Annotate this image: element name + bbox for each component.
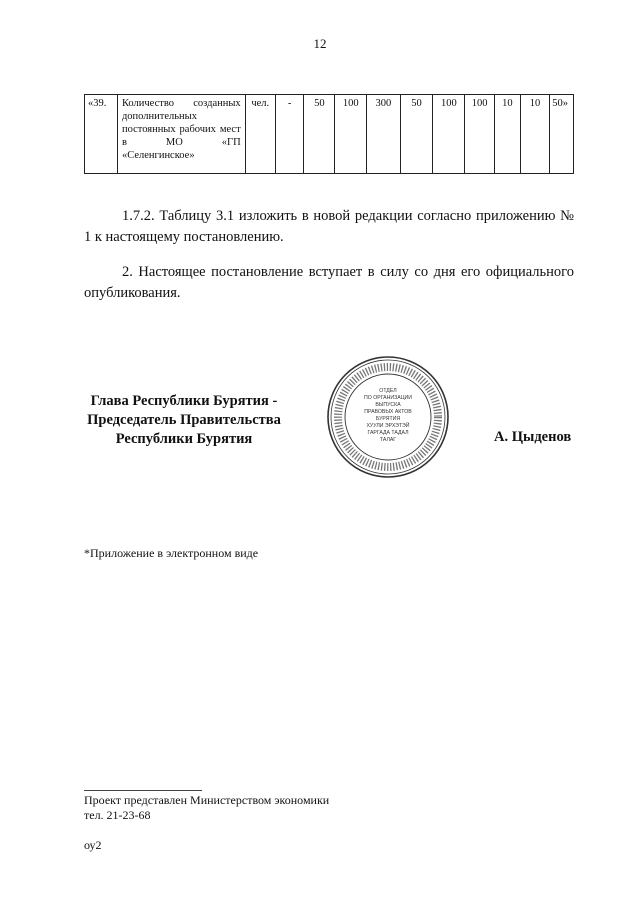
signer-name: А. Цыденов	[494, 429, 572, 445]
seal-text-line: ВЫПУСКА	[375, 402, 401, 408]
paragraph-2: 2. Настоящее постановление вступает в силу со дня его официального опубликования.	[84, 264, 574, 301]
seal-text-line: ПРАВОВЫХ АКТОВ	[364, 409, 412, 415]
indicator-name: Количество созданных дополнительных постоянных рабочих мест в МО «ГП «Селенгинское»	[117, 95, 245, 174]
document-code: оу2	[84, 838, 102, 852]
seal-text-line: ОТДЕЛ	[379, 388, 397, 394]
value-cell: 100	[433, 95, 465, 174]
unit-cell: чел.	[245, 95, 275, 174]
signature-title-line: Республики Бурятия	[115, 431, 253, 447]
attachment-note: *Приложение в электронном виде	[84, 546, 259, 560]
paragraph-1-7-2: 1.7.2. Таблицу 3.1 изложить в новой редакции согласно приложению № 1 к настоящему постановлению.	[84, 208, 574, 245]
seal-text-line: БУРЯТИЯ	[375, 416, 401, 422]
seal-text-line: ПО ОРГАНИЗАЦИИ	[364, 395, 412, 401]
seal-text-line: ТАЛАГ	[379, 437, 397, 443]
seal-icon	[326, 355, 450, 479]
row-number: «39.	[85, 95, 118, 174]
signature-title	[84, 392, 284, 449]
value-cell: 100	[335, 95, 367, 174]
value-cell: 10	[495, 95, 521, 174]
seal-text-line: ГАРГАДА ТАДАЛ	[367, 430, 409, 436]
value-cell: 50	[400, 95, 433, 174]
footnote-divider	[84, 790, 202, 791]
signature-title-line: Глава Республики Бурятия -	[90, 393, 278, 409]
footnote	[84, 793, 329, 823]
seal-text-line: ХУУЛИ ЭРХЭТЭЙ	[366, 423, 410, 429]
value-cell: 50	[304, 95, 335, 174]
footnote-phone-line: тел. 21-23-68	[84, 808, 151, 822]
value-cell-last: 50»	[550, 95, 574, 174]
value-cell: 300	[367, 95, 400, 174]
value-cell: 100	[465, 95, 495, 174]
value-cell: -	[275, 95, 304, 174]
official-seal-stamp	[326, 355, 450, 479]
signature-title-line: Председатель Правительства	[87, 412, 281, 428]
value-cell: 10	[520, 95, 549, 174]
footnote-project-line: Проект представлен Министерством экономики	[84, 793, 330, 807]
page-number: 12	[313, 36, 327, 51]
table-row	[85, 95, 574, 174]
indicator-table	[84, 94, 574, 174]
